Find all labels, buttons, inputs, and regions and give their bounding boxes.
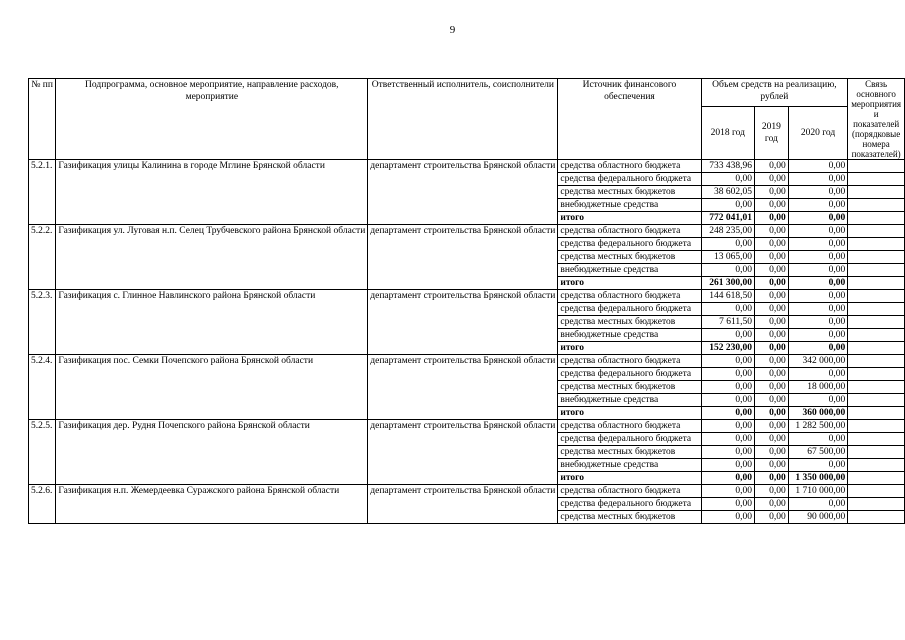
amount-2020: 0,00: [788, 433, 847, 446]
funding-source: средства местных бюджетов: [558, 381, 701, 394]
amount-2020: 0,00: [788, 498, 847, 511]
amount-2018: 0,00: [701, 446, 755, 459]
amount-2018: 0,00: [701, 498, 755, 511]
table-row: [29, 485, 905, 498]
amount-2020: 360 000,00: [788, 407, 847, 420]
header-num: № пп: [29, 79, 56, 160]
amount-2018: 0,00: [701, 485, 755, 498]
item-number: 5.2.1.: [29, 160, 56, 225]
amount-2019: 0,00: [755, 277, 789, 290]
link-cell: [848, 212, 905, 225]
amount-2018: 261 300,00: [701, 277, 755, 290]
funding-source: итого: [558, 212, 701, 225]
table-row: [29, 160, 905, 173]
link-cell: [848, 355, 905, 368]
table-row: [29, 290, 905, 303]
amount-2020: 18 000,00: [788, 381, 847, 394]
item-number: 5.2.4.: [29, 355, 56, 420]
funding-source: средства областного бюджета: [558, 290, 701, 303]
amount-2019: 0,00: [755, 303, 789, 316]
amount-2020: 1 282 500,00: [788, 420, 847, 433]
amount-2020: 0,00: [788, 173, 847, 186]
amount-2018: 0,00: [701, 472, 755, 485]
funding-source: средства федерального бюджета: [558, 238, 701, 251]
item-number: 5.2.3.: [29, 290, 56, 355]
amount-2018: 248 235,00: [701, 225, 755, 238]
item-number: 5.2.5.: [29, 420, 56, 485]
link-cell: [848, 381, 905, 394]
amount-2018: 0,00: [701, 238, 755, 251]
header-program: Подпрограмма, основное мероприятие, направление расходов, мероприятие: [56, 79, 368, 160]
amount-2020: 1 350 000,00: [788, 472, 847, 485]
link-cell: [848, 407, 905, 420]
table-body: [29, 160, 905, 524]
link-cell: [848, 290, 905, 303]
amount-2020: 0,00: [788, 186, 847, 199]
table-row: [29, 420, 905, 433]
amount-2018: 0,00: [701, 459, 755, 472]
amount-2019: 0,00: [755, 485, 789, 498]
item-title: Газификация пос. Семки Почепского района Брянской области: [56, 355, 368, 420]
link-cell: [848, 199, 905, 212]
item-executor: департамент строительства Брянской области: [368, 290, 558, 355]
amount-2018: 0,00: [701, 173, 755, 186]
amount-2020: 0,00: [788, 225, 847, 238]
item-executor: департамент строительства Брянской области: [368, 160, 558, 225]
funding-source: средства местных бюджетов: [558, 186, 701, 199]
link-cell: [848, 277, 905, 290]
amount-2019: 0,00: [755, 199, 789, 212]
link-cell: [848, 264, 905, 277]
amount-2019: 0,00: [755, 368, 789, 381]
funding-source: средства федерального бюджета: [558, 498, 701, 511]
link-cell: [848, 485, 905, 498]
amount-2019: 0,00: [755, 459, 789, 472]
amount-2019: 0,00: [755, 433, 789, 446]
amount-2019: 0,00: [755, 238, 789, 251]
amount-2018: 0,00: [701, 394, 755, 407]
amount-2018: 0,00: [701, 264, 755, 277]
amount-2019: 0,00: [755, 225, 789, 238]
item-executor: департамент строительства Брянской области: [368, 485, 558, 524]
amount-2019: 0,00: [755, 498, 789, 511]
link-cell: [848, 511, 905, 524]
amount-2020: 0,00: [788, 251, 847, 264]
amount-2019: 0,00: [755, 186, 789, 199]
amount-2019: 0,00: [755, 329, 789, 342]
amount-2018: 152 230,00: [701, 342, 755, 355]
amount-2020: 0,00: [788, 277, 847, 290]
amount-2018: 0,00: [701, 381, 755, 394]
amount-2020: 0,00: [788, 459, 847, 472]
link-cell: [848, 160, 905, 173]
amount-2019: 0,00: [755, 264, 789, 277]
funding-source: средства областного бюджета: [558, 355, 701, 368]
amount-2019: 0,00: [755, 394, 789, 407]
amount-2019: 0,00: [755, 407, 789, 420]
page-number: 9: [449, 24, 456, 36]
link-cell: [848, 316, 905, 329]
link-cell: [848, 433, 905, 446]
item-number: 5.2.6.: [29, 485, 56, 524]
item-title: Газификация улицы Калинина в городе Мглине Брянской области: [56, 160, 368, 225]
funding-source: итого: [558, 407, 701, 420]
amount-2019: 0,00: [755, 251, 789, 264]
funding-source: средства местных бюджетов: [558, 511, 701, 524]
funding-source: внебюджетные средства: [558, 394, 701, 407]
amount-2020: 0,00: [788, 199, 847, 212]
amount-2018: 13 065,00: [701, 251, 755, 264]
amount-2019: 0,00: [755, 420, 789, 433]
amount-2019: 0,00: [755, 511, 789, 524]
amount-2018: 0,00: [701, 433, 755, 446]
amount-2020: 67 500,00: [788, 446, 847, 459]
amount-2018: 144 618,50: [701, 290, 755, 303]
link-cell: [848, 186, 905, 199]
funding-source: внебюджетные средства: [558, 199, 701, 212]
funding-source: средства федерального бюджета: [558, 368, 701, 381]
funding-source: средства федерального бюджета: [558, 303, 701, 316]
amount-2020: 0,00: [788, 394, 847, 407]
amount-2018: 7 611,50: [701, 316, 755, 329]
header-year-2018: 2018 год: [701, 107, 755, 160]
funding-source: средства федерального бюджета: [558, 433, 701, 446]
funding-source: средства местных бюджетов: [558, 251, 701, 264]
amount-2019: 0,00: [755, 290, 789, 303]
link-cell: [848, 251, 905, 264]
funding-source: средства областного бюджета: [558, 420, 701, 433]
amount-2020: 0,00: [788, 212, 847, 225]
amount-2020: 0,00: [788, 264, 847, 277]
item-number: 5.2.2.: [29, 225, 56, 290]
amount-2020: 342 000,00: [788, 355, 847, 368]
financing-table: [28, 78, 905, 524]
amount-2018: 0,00: [701, 199, 755, 212]
header-source: Источник финансового обеспечения: [558, 79, 701, 160]
item-executor: департамент строительства Брянской области: [368, 420, 558, 485]
amount-2020: 0,00: [788, 290, 847, 303]
link-cell: [848, 459, 905, 472]
header-year-2020: 2020 год: [788, 107, 847, 160]
funding-source: внебюджетные средства: [558, 459, 701, 472]
link-cell: [848, 303, 905, 316]
amount-2018: 0,00: [701, 407, 755, 420]
link-cell: [848, 342, 905, 355]
header-executor: Ответственный исполнитель, соисполнители: [368, 79, 558, 160]
amount-2020: 0,00: [788, 342, 847, 355]
amount-2018: 38 602,05: [701, 186, 755, 199]
amount-2018: 0,00: [701, 420, 755, 433]
amount-2018: 733 438,96: [701, 160, 755, 173]
amount-2018: 0,00: [701, 368, 755, 381]
link-cell: [848, 498, 905, 511]
header-year-2019: 2019 год: [755, 107, 789, 160]
amount-2019: 0,00: [755, 381, 789, 394]
link-cell: [848, 329, 905, 342]
item-title: Газификация с. Глинное Навлинского района Брянской области: [56, 290, 368, 355]
amount-2018: 0,00: [701, 355, 755, 368]
table-row: [29, 355, 905, 368]
funding-source: внебюджетные средства: [558, 264, 701, 277]
amount-2020: 0,00: [788, 316, 847, 329]
amount-2020: 0,00: [788, 329, 847, 342]
funding-source: средства областного бюджета: [558, 160, 701, 173]
link-cell: [848, 225, 905, 238]
link-cell: [848, 173, 905, 186]
amount-2019: 0,00: [755, 212, 789, 225]
amount-2019: 0,00: [755, 342, 789, 355]
funding-source: средства областного бюджета: [558, 485, 701, 498]
amount-2020: 0,00: [788, 368, 847, 381]
link-cell: [848, 420, 905, 433]
header-volume: Объем средств на реализацию, рублей: [701, 79, 848, 107]
amount-2019: 0,00: [755, 316, 789, 329]
amount-2018: 0,00: [701, 303, 755, 316]
amount-2020: 0,00: [788, 303, 847, 316]
link-cell: [848, 394, 905, 407]
link-cell: [848, 368, 905, 381]
funding-source: итого: [558, 342, 701, 355]
amount-2019: 0,00: [755, 160, 789, 173]
amount-2019: 0,00: [755, 355, 789, 368]
amount-2018: 0,00: [701, 329, 755, 342]
amount-2020: 1 710 000,00: [788, 485, 847, 498]
amount-2020: 0,00: [788, 238, 847, 251]
amount-2020: 90 000,00: [788, 511, 847, 524]
funding-source: итого: [558, 472, 701, 485]
item-title: Газификация н.п. Жемердеевка Суражского района Брянской области: [56, 485, 368, 524]
funding-source: средства федерального бюджета: [558, 173, 701, 186]
item-executor: департамент строительства Брянской области: [368, 225, 558, 290]
amount-2020: 0,00: [788, 160, 847, 173]
funding-source: средства местных бюджетов: [558, 316, 701, 329]
amount-2019: 0,00: [755, 472, 789, 485]
funding-source: средства областного бюджета: [558, 225, 701, 238]
link-cell: [848, 238, 905, 251]
item-title: Газификация дер. Рудня Почепского района Брянской области: [56, 420, 368, 485]
amount-2018: 0,00: [701, 511, 755, 524]
link-cell: [848, 446, 905, 459]
table-row: [29, 225, 905, 238]
item-executor: департамент строительства Брянской области: [368, 355, 558, 420]
amount-2019: 0,00: [755, 173, 789, 186]
amount-2018: 772 041,01: [701, 212, 755, 225]
funding-source: итого: [558, 277, 701, 290]
header-link: Связь основного мероприятия и показателей (порядковые номера показателей): [848, 79, 905, 160]
funding-source: средства местных бюджетов: [558, 446, 701, 459]
amount-2019: 0,00: [755, 446, 789, 459]
link-cell: [848, 472, 905, 485]
item-title: Газификация ул. Луговая н.п. Селец Трубчевского района Брянской области: [56, 225, 368, 290]
funding-source: внебюджетные средства: [558, 329, 701, 342]
